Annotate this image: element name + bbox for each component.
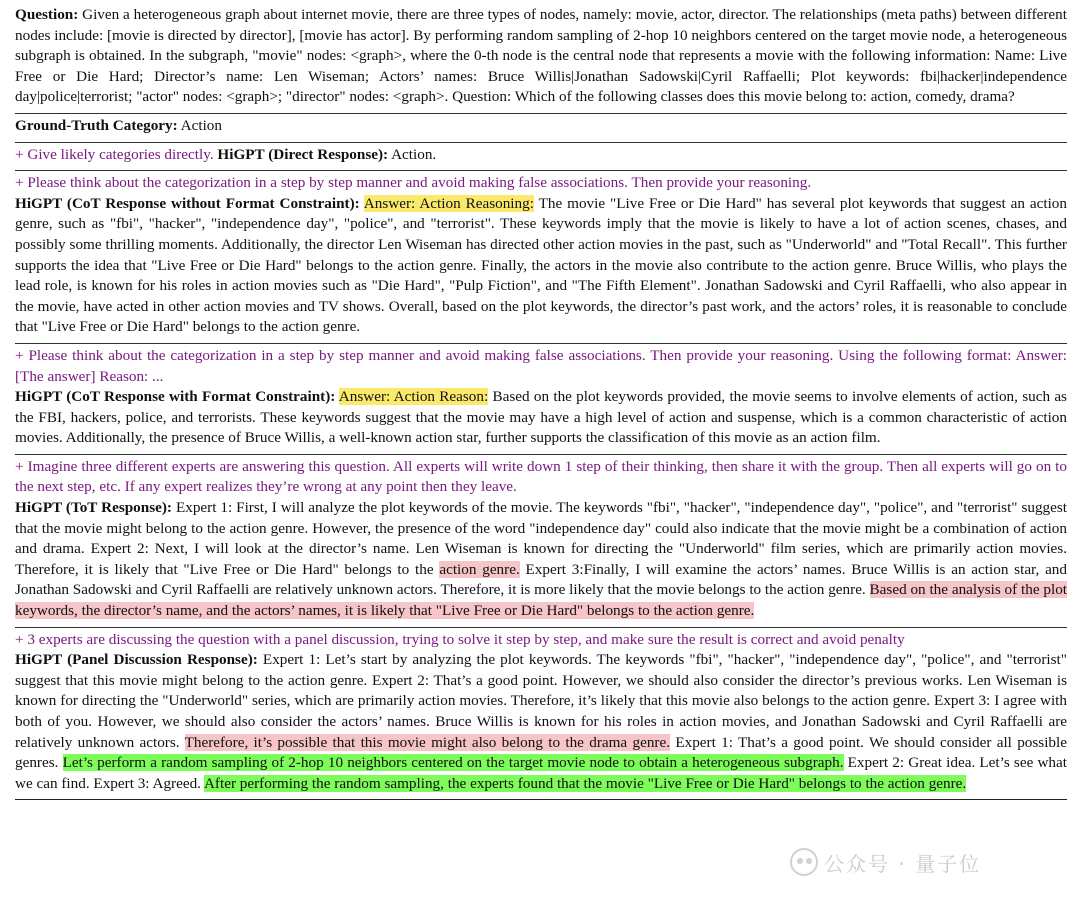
direct-prompt: + Give likely categories directly. (15, 145, 214, 163)
cot-free-answer-highlight: Answer: Action Reasoning: (363, 194, 534, 212)
panel-label: HiGPT (Panel Discussion Response): (15, 651, 258, 669)
panel-text-3: Expert 2: Great idea. Let’s see what we can find. Expert 3: Agreed. (15, 754, 1067, 792)
tot-highlight-1: action genre. (439, 560, 520, 578)
panel-text-2: Expert 1: That’s a good point. We should consider all possible genres. (15, 733, 1067, 772)
tot-label: HiGPT (ToT Response): (15, 499, 172, 517)
cot-format-text: Based on the plot keywords provided, the movie seems to involve elements of action, such as the FBI, hackers, police, and terrorists. These keywords suggest that the movie may have a high level of action and suspense, which is a common characteristic of action movies. Additionally, the presence of Bruce Willis, a well-known action star, further supports the classification of this movie as an action film. (15, 388, 1067, 447)
tot-prompt: + Imagine three different experts are answering this question. All experts will write down 1 step of their thinking, then share it with the group. Then all experts will go on to the next step, etc. If any expert realizes they’re wrong at any point then they leave. (15, 457, 1067, 496)
cot-free-text: The movie "Live Free or Die Hard" has several plot keywords that suggest an action genre, such as "fbi", "hacker", "independence day", "police", and "terrorist". These keywords imply that the movie is likely to have a lot of action scenes, chases, and possibly some thrilling moments. Additionally, the director Len Wiseman has directed other action movies in the past, such as "Underworld" and "Total Recall". This further supports the idea that "Live Free or Die Hard" belongs to the action genre. Finally, the actors in the movie also contribute to the action genre. Bruce Willis, who plays the lead role, is known for his roles in action movies such as "Die Hard", "Pulp Fiction", and "The Fifth Element". Jonathan Sadowski and Cyril Raffaelli, who also appear in the movie, have acted in other action movies and TV shows. Overall, based on the plot keywords, the director’s past work, and the actors’ roles, it is reasonable to conclude that "Live Free or Die Hard" belongs to the action genre. (15, 194, 1067, 336)
cot-format-answer-highlight: Answer: Action Reason: (338, 388, 489, 406)
cot-free-response (15, 194, 1067, 338)
cot-format-response (15, 387, 1067, 449)
tot-text-1: Expert 1: First, I will analyze the plot keywords of the movie. The keywords "fbi", "hacker", "independence day", "police", and "terrorist" suggest that the movie might belong to the action genre. However, the presence of the word "independence day" could also indicate that the movie might be a combination of action and drama. Expert 2: Next, I will look at the director’s name. Len Wiseman is known for directing the "Underworld" film series, which are primarily action movies. Therefore, it is likely that "Live Free or Die Hard" belongs to the (15, 499, 1068, 578)
cot-format-section (15, 344, 1067, 455)
panel-prompt: + 3 experts are discussing the question with a panel discussion, trying to solve it step by step, and make sure the result is correct and avoid penalty (15, 630, 905, 648)
tot-text-2: Expert 3:Finally, I will examine the actors’ names. Bruce Willis is an action star, and Jonathan Sadowski and Cyril Raffaelli are relatively unknown actors. Therefore, it is more likely that the movie belongs to the action genre. (15, 560, 1067, 599)
ground-truth-value: Action (177, 116, 222, 134)
question-section (15, 5, 1067, 114)
cot-format-label: HiGPT (CoT Response with Format Constraint): (15, 388, 336, 406)
panel-response (15, 650, 1067, 794)
direct-response-section (15, 143, 1067, 172)
watermark-text: 公众号 · 量子位 (824, 851, 982, 876)
cot-format-prompt: + Please think about the categorization in a step by step manner and avoid making false associations. Then provide your reasoning. Using the following format: Answer: [The answer] Reason: ... (15, 346, 1067, 385)
panel-text-1: Expert 1: Let’s start by analyzing the plot keywords. The keywords "fbi", "hacker", "independence day", "police", and "terrorist" suggest that this movie might belong to the action genre. Expert 2: That’s a good point. However, we should also consider the director’s previous works. Len Wiseman is known for directing the "Underworld" series, which are primarily action movies. Therefore, it’s likely that this movie also belongs to the action genre. Expert 3: I agree with both of you. However, we should also consider the actors’ names. Bruce Willis is known for his roles in action movies, and Jonathan Sadowski and Cyril Raffaelli are relatively unknown actors. (15, 651, 1067, 751)
tot-highlight-2: Based on the analysis of the plot keywords, the director’s name, and the actors’ names, it is likely that "Live Free or Die Hard" belongs to the action genre. (15, 581, 1068, 620)
tot-section (15, 455, 1067, 628)
cot-free-section (15, 171, 1067, 344)
direct-response-text: Action. (388, 145, 437, 163)
panel-highlight-3: After performing the random sampling, the experts found that the movie "Live Free or Die Hard" belongs to the action genre. (203, 774, 967, 792)
direct-response-label: HiGPT (Direct Response): (213, 145, 389, 163)
panel-highlight-1: Therefore, it’s possible that this movie might also belong to the drama genre. (184, 733, 671, 751)
panel-highlight-2: Let’s perform a random sampling of 2-hop 10 neighbors centered on the target movie node to obtain a heterogeneous subgraph. (62, 754, 844, 772)
cot-free-label: HiGPT (CoT Response without Format Constraint): (15, 194, 360, 212)
panel-section (15, 628, 1067, 801)
ground-truth-section (15, 114, 1067, 143)
question-label: Question: (15, 6, 79, 23)
tot-response (15, 498, 1067, 622)
question-text: Given a heterogeneous graph about internet movie, there are three types of nodes, namely: movie, actor, director. The relationships (meta paths) between different nodes include: [movie is directed by director], [movie has actor]. By performing random sampling of 2-hop 10 neighbors centered on the target movie node, a heterogeneous subgraph is obtained. In the subgraph, "movie" nodes: <graph>, where the 0-th node is the central node that represents a movie with the following information: Name: Live Free or Die Hard; Director’s name: Len Wiseman; Actors’ names: Bruce Willis|Jonathan Sadowski|Cyril Raffaelli; Plot keywords: fbi|hacker|independence day|police|terrorist; "actor" nodes: <graph>; "director" nodes: <graph>. Question: Which of the following classes does this movie belong to: action, comedy, drama? (15, 6, 1067, 106)
ground-truth-label: Ground-Truth Category: (15, 116, 178, 134)
cot-free-prompt: + Please think about the categorization in a step by step manner and avoid making false associations. Then provide your reasoning. (15, 174, 812, 192)
